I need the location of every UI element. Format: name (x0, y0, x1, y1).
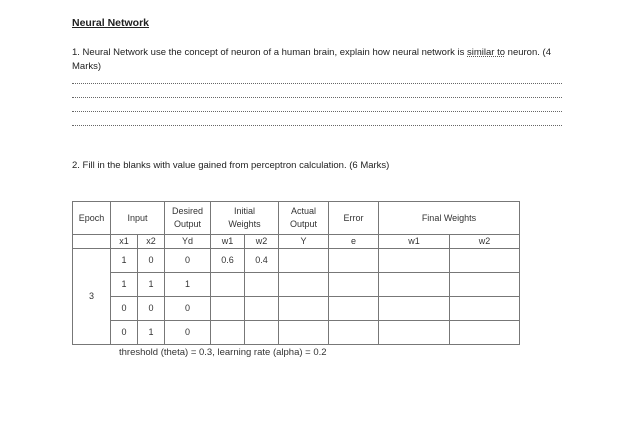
table-row (73, 321, 520, 345)
perceptron-table (72, 201, 520, 345)
subheader-final-w1: w1 (379, 235, 450, 249)
epoch-cell: 3 (73, 249, 111, 345)
cell-w1-blank[interactable] (211, 321, 245, 345)
subheader-y: Y (279, 235, 329, 249)
table-row (73, 273, 520, 297)
header-desired-output: Desired Output (165, 202, 211, 235)
header-input: Input (111, 202, 165, 235)
cell-e-blank[interactable] (329, 273, 379, 297)
cell-x2: 1 (138, 321, 165, 345)
table-subheader-row (73, 235, 520, 249)
answer-line-3 (72, 111, 562, 112)
cell-final-w2-blank[interactable] (450, 249, 520, 273)
question-1 (72, 46, 572, 74)
subheader-x2: x2 (138, 235, 165, 249)
cell-final-w2-blank[interactable] (450, 297, 520, 321)
cell-w1: 0.6 (211, 249, 245, 273)
cell-y-blank[interactable] (279, 321, 329, 345)
cell-w1-blank[interactable] (211, 273, 245, 297)
header-epoch: Epoch (73, 202, 111, 235)
cell-w2-blank[interactable] (245, 321, 279, 345)
cell-x2: 0 (138, 249, 165, 273)
subheader-e: e (329, 235, 379, 249)
cell-yd: 0 (165, 249, 211, 273)
question-1-underlined-text: similar to (467, 47, 506, 58)
table-header-row (73, 202, 520, 235)
cell-w1-blank[interactable] (211, 297, 245, 321)
cell-e-blank[interactable] (329, 297, 379, 321)
cell-final-w1-blank[interactable] (379, 297, 450, 321)
subheader-empty (73, 235, 111, 249)
section-heading: Neural Network (72, 17, 150, 29)
cell-final-w1-blank[interactable] (379, 273, 450, 297)
subheader-final-w2: w2 (450, 235, 520, 249)
header-error: Error (329, 202, 379, 235)
table-row (73, 297, 520, 321)
cell-final-w2-blank[interactable] (450, 273, 520, 297)
cell-yd: 1 (165, 273, 211, 297)
answer-line-4 (72, 125, 562, 126)
subheader-yd: Yd (165, 235, 211, 249)
cell-final-w1-blank[interactable] (379, 321, 450, 345)
subheader-w1: w1 (211, 235, 245, 249)
cell-w2-blank[interactable] (245, 273, 279, 297)
cell-y-blank[interactable] (279, 297, 329, 321)
cell-x1: 0 (111, 297, 138, 321)
cell-e-blank[interactable] (329, 321, 379, 345)
parameters-note: threshold (theta) = 0.3, learning rate (alpha) = 0.2 (119, 347, 327, 358)
question-1-text: 1. Neural Network use the concept of neuron of a human brain, explain how neural network is (72, 47, 468, 58)
cell-x1: 1 (111, 249, 138, 273)
header-final-weights: Final Weights (379, 202, 520, 235)
subheader-x1: x1 (111, 235, 138, 249)
cell-x2: 1 (138, 273, 165, 297)
question-2: 2. Fill in the blanks with value gained from perceptron calculation. (6 Marks) (72, 160, 390, 171)
cell-e-blank[interactable] (329, 249, 379, 273)
question-1-text-end: neuron. (4 Marks) (72, 47, 551, 72)
cell-y-blank[interactable] (279, 249, 329, 273)
cell-x1: 1 (111, 273, 138, 297)
answer-line-2 (72, 97, 562, 98)
cell-yd: 0 (165, 321, 211, 345)
cell-y-blank[interactable] (279, 273, 329, 297)
cell-yd: 0 (165, 297, 211, 321)
cell-x2: 0 (138, 297, 165, 321)
cell-final-w1-blank[interactable] (379, 249, 450, 273)
answer-line-1 (72, 83, 562, 84)
subheader-w2: w2 (245, 235, 279, 249)
header-initial-weights: Initial Weights (211, 202, 279, 235)
header-actual-output: Actual Output (279, 202, 329, 235)
cell-x1: 0 (111, 321, 138, 345)
table-row (73, 249, 520, 273)
cell-w2: 0.4 (245, 249, 279, 273)
cell-final-w2-blank[interactable] (450, 321, 520, 345)
cell-w2-blank[interactable] (245, 297, 279, 321)
